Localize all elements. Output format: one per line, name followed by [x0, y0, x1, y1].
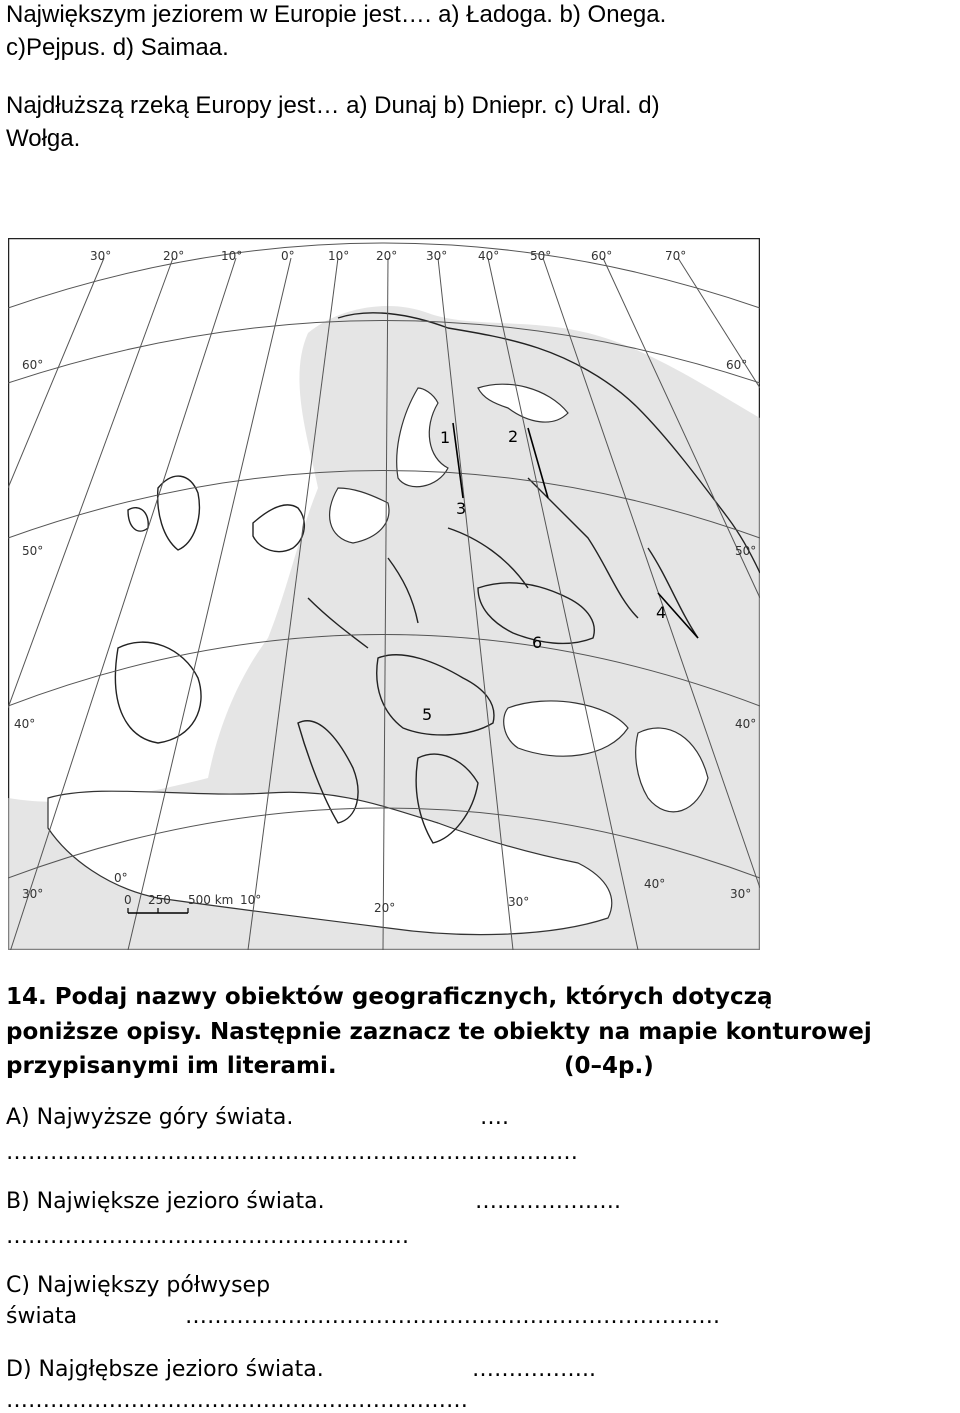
lat-label-left: 30°: [22, 887, 44, 901]
lat-label-right: 50°: [735, 544, 757, 558]
lon-label-bottom: 10°: [240, 893, 262, 907]
marker-6: 6: [532, 633, 543, 652]
answer-d-dots2: ………………………………………………………: [6, 1388, 468, 1413]
lat-label-right: 60°: [726, 358, 748, 372]
scale-label: 0: [124, 893, 132, 907]
lon-label-top: 10°: [328, 249, 350, 263]
lon-label-bottom: 0°: [114, 871, 128, 885]
answer-b-dots1: …………….….: [475, 1189, 621, 1214]
marker-2: 2: [508, 427, 519, 446]
answer-a-label: A) Najwyższe góry świata.: [6, 1105, 294, 1130]
answer-d-dots1: ……………..: [472, 1357, 596, 1382]
lon-label-top: 30°: [90, 249, 112, 263]
lat-label-left: 50°: [22, 544, 44, 558]
answer-c-label1: C) Największy półwysep: [6, 1273, 271, 1298]
marker-4: 4: [656, 603, 667, 622]
lon-label-top: 20°: [163, 249, 185, 263]
question-river-line1: Najdłuższą rzeką Europy jest… a) Dunaj b) Dniepr. c) Ural. d): [6, 92, 660, 119]
europe-contour-map: [8, 238, 760, 950]
task14-line2: poniższe opisy. Następnie zaznacz te obiekty na mapie konturowej: [6, 1019, 872, 1045]
lon-label-top: 30°: [426, 249, 448, 263]
lon-label-top: 70°: [665, 249, 687, 263]
answer-a-dots2: ……………………………………………………………………: [6, 1140, 578, 1165]
answer-c-dots: ……………………………………………………………….: [185, 1304, 720, 1329]
question-river-line2: Wołga.: [6, 125, 81, 152]
lon-label-top: 20°: [376, 249, 398, 263]
scale-label: 500 km: [188, 893, 234, 907]
answer-a-dots1: ….: [480, 1105, 509, 1130]
answer-c-label2: świata: [6, 1304, 78, 1329]
lon-label-bottom: 30°: [508, 895, 530, 909]
answer-b-label: B) Największe jezioro świata.: [6, 1189, 325, 1214]
lat-label-right: 40°: [735, 717, 757, 731]
lat-label-left: 40°: [14, 717, 36, 731]
lon-label-top: 10°: [221, 249, 243, 263]
answer-d-label: D) Najgłębsze jezioro świata.: [6, 1357, 324, 1382]
task14-line3: przypisanymi im literami.: [6, 1053, 337, 1079]
task14-line1: 14. Podaj nazwy obiektów geograficznych, których dotyczą: [6, 984, 773, 1010]
marker-5: 5: [422, 705, 433, 724]
lat-label-left: 60°: [22, 358, 44, 372]
answer-b-dots2: ……………………………………………….: [6, 1224, 409, 1249]
question-lake-line2: c)Pejpus. d) Saimaa.: [6, 34, 229, 61]
lon-label-bottom: 20°: [374, 901, 396, 915]
marker-3: 3: [456, 499, 467, 518]
marker-1: 1: [440, 428, 451, 447]
lon-label-bottom: 40°: [644, 877, 666, 891]
lon-label-top: 0°: [281, 249, 295, 263]
question-lake-line1: Największym jeziorem w Europie jest…. a) Ładoga. b) Onega.: [6, 1, 667, 28]
lon-label-top: 60°: [591, 249, 613, 263]
task14-points: (0–4p.): [564, 1053, 654, 1079]
lat-label-right: 30°: [730, 887, 752, 901]
lon-label-top: 40°: [478, 249, 500, 263]
lon-label-top: 50°: [530, 249, 552, 263]
scale-label: 250: [148, 893, 171, 907]
